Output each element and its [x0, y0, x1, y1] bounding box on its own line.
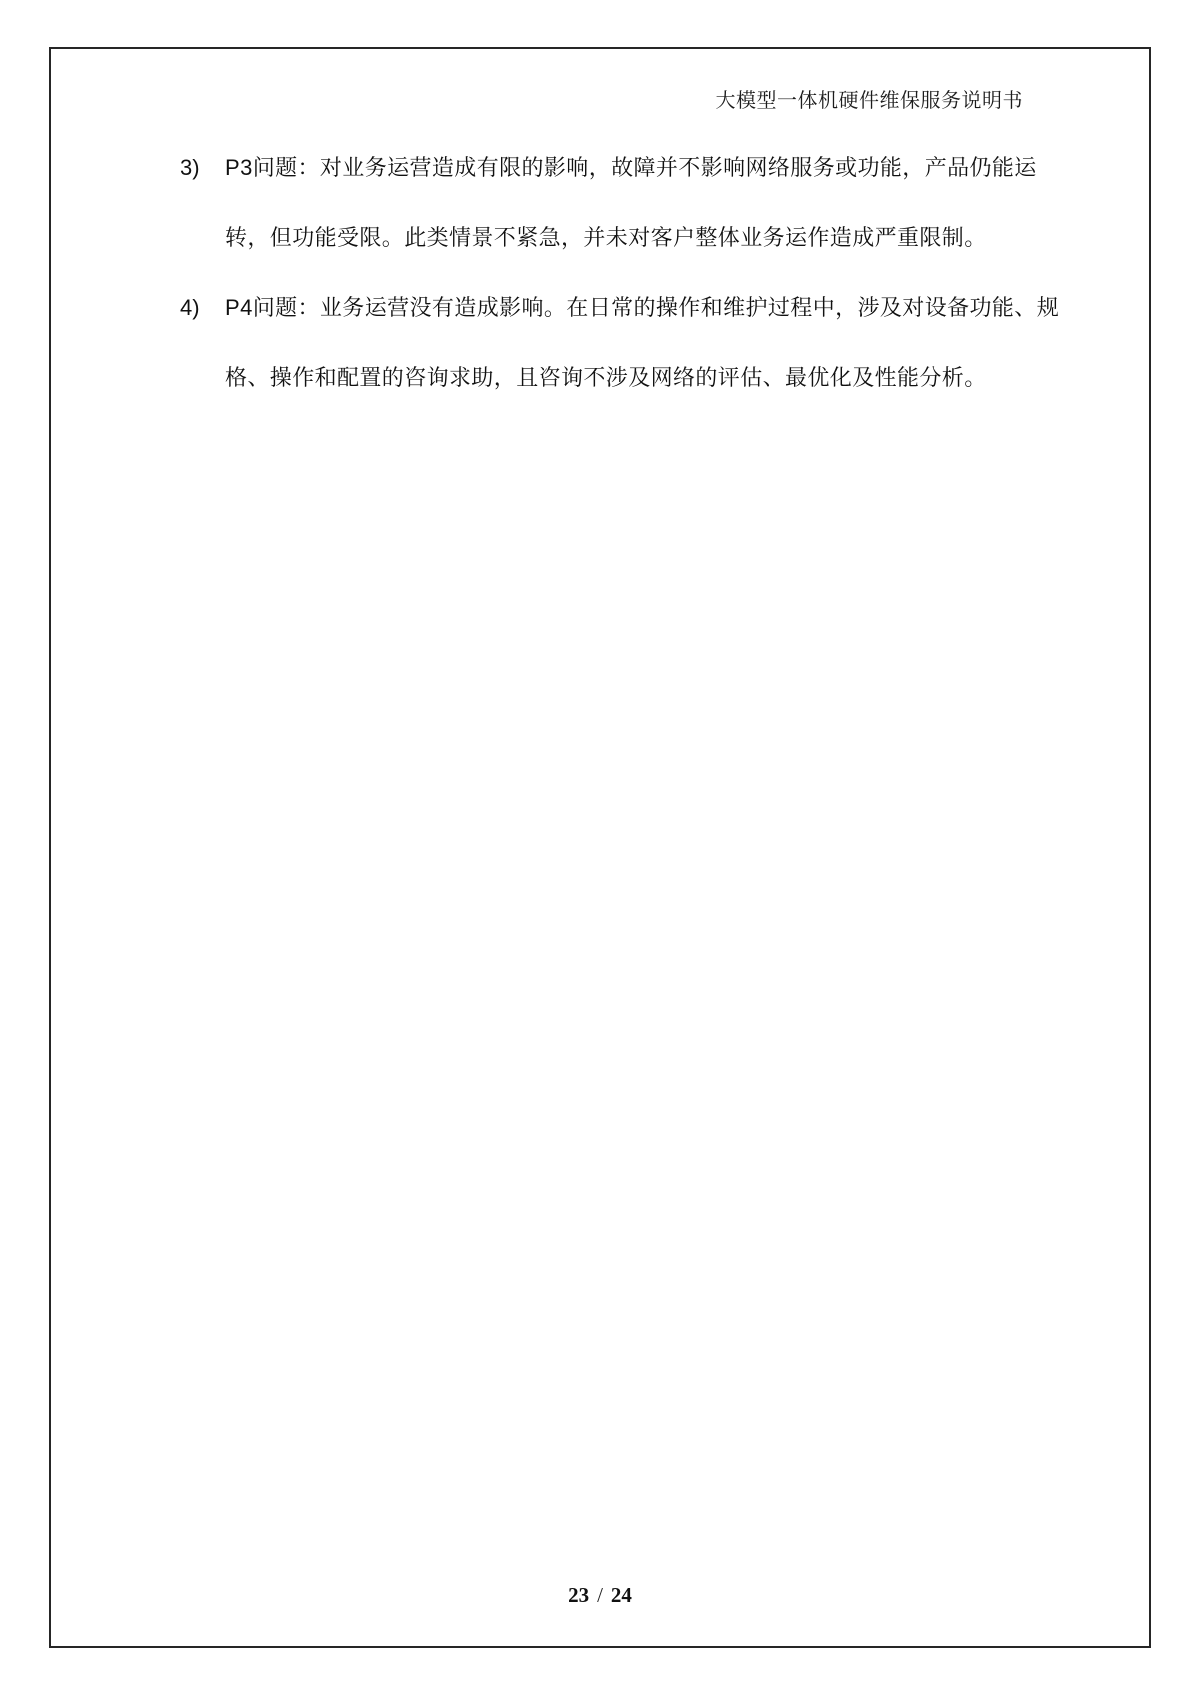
current-page-number: 23 — [568, 1583, 590, 1607]
document-header-title: 大模型一体机硬件维保服务说明书 — [715, 90, 1023, 112]
list-item-text-line: P4问题：业务运营没有造成影响。在日常的操作和维护过程中，涉及对设备功能、规 — [225, 295, 1060, 320]
page-footer — [0, 1583, 1200, 1608]
page-number-separator: / — [597, 1583, 603, 1607]
list-item-text-line: P3问题：对业务运营造成有限的影响，故障并不影响网络服务或功能，产品仍能运 — [225, 155, 1037, 180]
list-item-text-line: 格、操作和配置的咨询求助，且咨询不涉及网络的评估、最优化及性能分析。 — [225, 365, 987, 390]
list-item-text-line: 转，但功能受限。此类情景不紧急，并未对客户整体业务运作造成严重限制。 — [225, 225, 987, 250]
list-item-number: 4) — [180, 295, 200, 320]
list-item-p3 — [180, 133, 1040, 273]
list-item-p4 — [180, 273, 1060, 413]
total-page-number: 24 — [610, 1583, 632, 1607]
content-area — [180, 133, 1060, 413]
list-item-number: 3) — [180, 155, 200, 180]
